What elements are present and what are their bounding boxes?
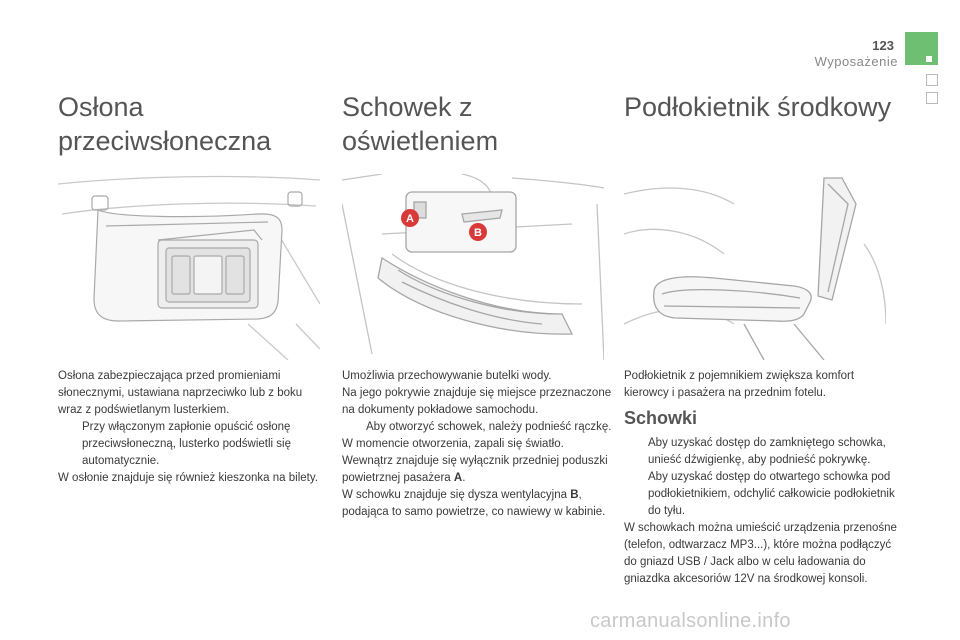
paragraph: W osłonie znajduje się również kieszonka na bilety. bbox=[58, 472, 318, 484]
column-sun-visor bbox=[58, 90, 328, 487]
chapter-tab-empty-2[interactable] bbox=[926, 92, 938, 104]
armrest-illustration bbox=[624, 174, 886, 360]
column-glovebox bbox=[342, 90, 612, 521]
bullet-item: Aby otworzyć schowek, należy podnieść rączkę. bbox=[366, 421, 612, 433]
paragraph: W schowkach można umieścić urządzenia przenośne (telefon, odtwarzacz MP3...), które można podłączyć do gniazd USB / Jack albo w celu ładowania do gniazdka akcesoriów 12V na środkowej konsoli. bbox=[624, 522, 897, 585]
paragraph: W schowku znajduje się dysza wentylacyjna B, podająca to samo powietrze, co nawiewy w kabinie. bbox=[342, 489, 606, 518]
paragraph: W momencie otworzenia, zapali się światło. bbox=[342, 438, 564, 450]
watermark: carmanualsonline.info bbox=[590, 610, 791, 632]
paragraph: Podłokietnik z pojemnikiem zwiększa komfort kierowcy i pasażera na przednim fotelu. bbox=[624, 370, 855, 399]
bullet-item: Przy włączonym zapłonie opuścić osłonę przeciwsłoneczną, lusterko podświetli się automatycznie. bbox=[82, 421, 292, 467]
section-title: Podłokietnik środkowy bbox=[624, 92, 892, 122]
section-title: Schowek z oświetleniem bbox=[342, 92, 499, 156]
tab-marker-icon bbox=[926, 56, 932, 62]
chapter-title: Wyposażenie bbox=[814, 54, 898, 69]
section-title: Osłona przeciwsłoneczna bbox=[58, 92, 272, 156]
sun-visor-illustration bbox=[58, 174, 320, 360]
paragraph: Umożliwia przechowywanie butelki wody. bbox=[342, 370, 552, 382]
chapter-tab-empty-1[interactable] bbox=[926, 74, 938, 86]
glovebox-illustration bbox=[342, 174, 604, 360]
svg-text:B: B bbox=[474, 227, 482, 239]
paragraph: Wewnątrz znajduje się wyłącznik przedniej poduszki powietrznej pasażera A. bbox=[342, 455, 608, 484]
paragraph: Na jego pokrywie znajduje się miejsce przeznaczone na dokumenty pokładowe samochodu. bbox=[342, 387, 612, 416]
bullet-item: Aby uzyskać dostęp do otwartego schowka pod podłokietnikiem, odchylić całkowicie podłokietnik do tyłu. bbox=[648, 471, 895, 517]
page-number: 123 bbox=[872, 38, 894, 53]
svg-text:A: A bbox=[406, 213, 414, 225]
paragraph: Osłona zabezpieczająca przed promieniami słonecznymi, ustawiana naprzeciwko lub z boku wraz z podświetlanym lusterkiem. bbox=[58, 370, 303, 416]
bullet-item: Aby uzyskać dostęp do zamkniętego schowka, unieść dźwigienkę, aby podnieść pokrywkę. bbox=[648, 437, 886, 466]
callout-a bbox=[401, 209, 419, 227]
callout-b bbox=[469, 223, 487, 241]
column-armrest bbox=[624, 90, 899, 588]
subheading: Schowki bbox=[624, 408, 698, 428]
chapter-tab[interactable] bbox=[905, 32, 938, 65]
